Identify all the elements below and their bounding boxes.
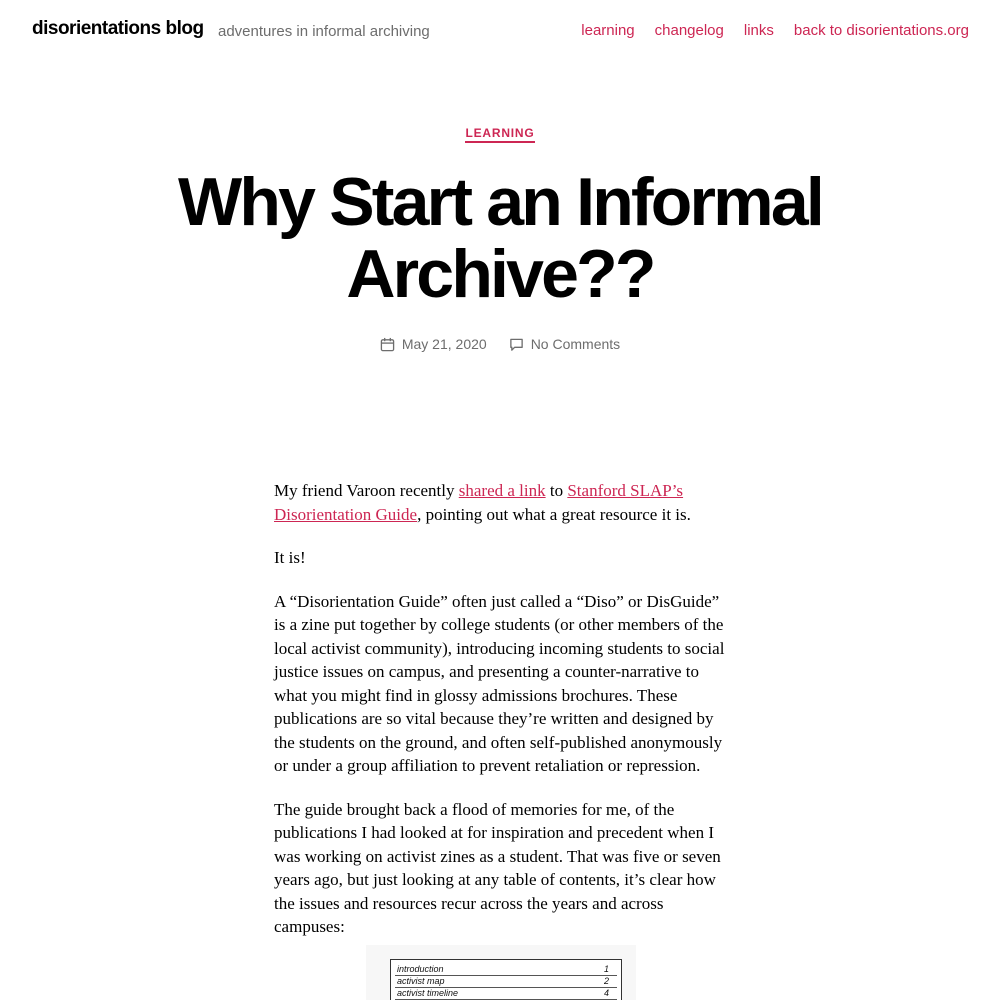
toc-row-page: 2 <box>603 976 609 986</box>
primary-nav <box>581 22 969 39</box>
post-title: Why Start an Informal Archive?? <box>178 164 822 312</box>
paragraph-1-text-c: , pointing out what a great resource it is. <box>417 504 691 524</box>
site-description: adventures in informal archiving <box>218 23 430 40</box>
post-date-link[interactable]: May 21, 2020 <box>401 336 487 352</box>
paragraph-3: A “Disorientation Guide” often just called a “Diso” or DisGuide” is a zine put together by college students (or other members of the local activist community), introducing incoming students to social justice issues on campus, and presenting a counter-narrative to what you might find in glossy admissions brochures. These publications are so vital because they’re written and designed by the students on the ground, and often self-published anonymously or under a group affiliation to prevent retaliation or repression. <box>274 591 725 775</box>
comments-link[interactable]: No Comments <box>530 336 621 352</box>
toc-row-label: introduction <box>397 964 444 974</box>
toc-row-page: 1 <box>603 964 609 974</box>
paragraph-4: The guide brought back a flood of memories for me, of the publications I had looked at for inspiration and precedent when I was working on activist zines as a student. That was five or seven years ago, but just looking at any table of contents, it’s clear how the issues and resources recur across the years and across campuses: <box>274 799 721 936</box>
table-of-contents-image <box>366 945 636 1000</box>
category-link-learning[interactable]: LEARNING <box>465 126 534 143</box>
post-date <box>380 336 487 352</box>
entry-categories <box>0 124 1000 142</box>
paragraph-1-text-b: to <box>545 481 568 500</box>
comment-bubble-icon <box>509 337 524 352</box>
paragraph-1-text-a: My friend Varoon recently <box>274 481 459 500</box>
toc-row <box>395 964 617 976</box>
toc-row-label: activist timeline <box>397 988 459 998</box>
disorientation-guide-link[interactable]: Stanford SLAP’s Disorientation Guide <box>274 481 684 524</box>
toc-row <box>395 988 617 1000</box>
nav-link-links[interactable]: links <box>743 22 774 39</box>
shared-link-link[interactable]: shared a link <box>458 481 546 500</box>
nav-link-changelog[interactable]: changelog <box>654 22 724 39</box>
paragraph-1 <box>274 479 726 526</box>
toc-row <box>395 976 617 988</box>
post-comments <box>509 336 620 352</box>
calendar-icon <box>380 337 395 352</box>
paragraph-2: It is! <box>274 548 306 567</box>
toc-row-label: activist map <box>397 976 445 986</box>
toc-table <box>390 959 622 1000</box>
toc-row-page: 4 <box>603 988 609 998</box>
site-header <box>0 0 1000 64</box>
nav-link-learning[interactable]: learning <box>581 22 635 39</box>
post-content <box>274 479 726 959</box>
nav-link-back-to-site[interactable]: back to disorientations.org <box>793 22 969 39</box>
site-title-link[interactable]: disorientations blog <box>32 18 204 39</box>
post-meta <box>0 336 1000 352</box>
